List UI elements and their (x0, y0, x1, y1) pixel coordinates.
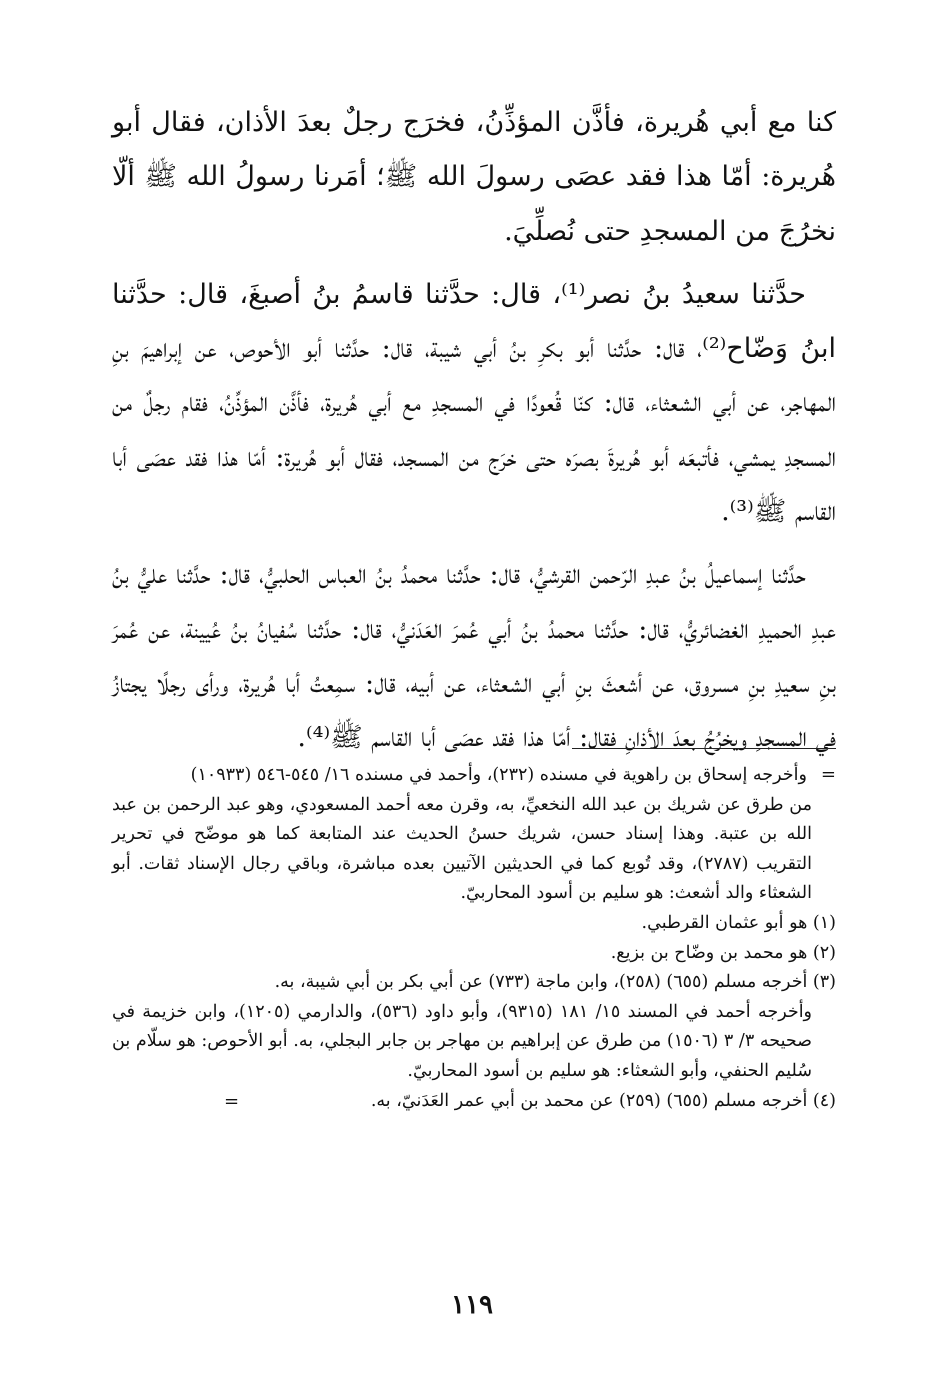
footnotes (112, 760, 836, 1116)
footnote-3: (٣) أخرجه مسلم (٦٥٥) (٢٥٨)، وابن ماجة (٧٣٣) عن أبي بكر بن أبي شيبة، به. (274, 972, 836, 993)
footnote-2: (٢) هو محمد بن وضّاح بن بزيع. (610, 942, 836, 963)
footnote-continued (112, 760, 836, 791)
footnote-continued-line1: وأخرجه إسحاق بن راهوية في مسنده (٢٣٢)، وأحمد في مسنده ١٦/ ٥٤٥-٥٤٦ (١٠٩٣٣) (190, 765, 807, 785)
footnote-4-text: (٤) أخرجه مسلم (٦٥٥) (٢٥٩) عن محمد بن أبي عمر العَدَنيّ، به. (370, 1090, 836, 1111)
continued-marker: = (820, 764, 836, 785)
continues-marker: = (224, 1090, 240, 1112)
paragraph-2: حدَّثنا سعيدُ بنُ نصر⁽¹⁾، قال: حدَّثنا قاسمُ بنُ أصبغَ، قال: حدَّثنا ابنُ وَضّاح⁽²⁾، قال: حدَّثنا أبو بكرِ بنُ أبي شيبة، قال: حدَّثنا أبو الأحوص، عن إبراهيمَ بنِ المهاجر، عن أبي الشعثاء، قال: كنّا قُعودًا في المسجدِ مع أبي هُريرة، فأذَّن المؤذِّنُ، فقام رجلٌ من المسجدِ يمشي، فأتبعَه أبو هُريرةَ بصرَه حتى خرَج من المسجد، فقال أبو هُريرة: أمّا هذا فقد عصَى أبا القاسم ﷺ⁽³⁾. (112, 278, 837, 528)
footnote-4 (112, 1087, 836, 1117)
paragraph-3: حدَّثنا إسماعيلُ بنُ عبدِ الرّحمن القرشيُّ، قال: حدَّثنا محمدُ بنُ العباس الحلبيُّ، قال: حدَّثنا عليُّ بنُ عبدِ الحميدِ الغضائريُّ، قال: حدَّثنا محمدُ بنُ أبي عُمرَ العَدَنيُّ، قال: حدَّثنا سُفيانُ بنُ عُيينة، عن عُمرَ بنِ سعيدِ بنِ مسروق، عن أشعثَ بنِ أبي الشعثاء، عن أبيه، قال: سمِعتُ أبا هُريرة، ورأى رجلًا يجتازُ في المسجدِ ويخرُجُ بعدَ الأذانِ فقال: أمّا هذا فقد عصَى أبا القاسم ﷺ⁽⁴⁾. (112, 559, 836, 754)
paragraph-1: كنا مع أبي هُريرة، فأذَّن المؤذِّنُ، فخرَج رجلٌ بعدَ الأذان، فقال أبو هُريرة: أمّا هذا فقد عصَى رسولَ الله ﷺ؛ أمَرنا رسولُ الله ﷺ ألّا نخرُجَ من المسجدِ حتى نُصلِّيَ. (112, 107, 836, 247)
footnote-1: (١) هو أبو عثمان القرطبي. (641, 912, 836, 933)
footnote-continued-body: من طرق عن شريك بن عبد الله النخعيِّ، به، وقرن معه أحمد المسعودي، وهو عبد الرحمن بن عبد الله بن عتبة. وهذا إسناد حسن، شريك حسنُ الحديث عند المتابعة كما هو موضّح في تحرير التقريب (٢٧٨٧)، وقد تُوبع كما في الحديثين الآتيين بعده مباشرة، وباقي رجال الإسناد ثقات. أبو الشعثاء والد أشعث: هو سليم بن أسود المحاربيّ. (112, 794, 812, 904)
footnote-3-continued: وأخرجه أحمد في المسند ١٥/ ١٨١ (٩٣١٥)، وأبو داود (٥٣٦)، والدارمي (١٢٠٥)، وابن خزيمة في صحيحه ٣/ ٣ (١٥٠٦) من طرق عن إبراهيم بن مهاجر بن جابر البجلي، به. أبو الأحوص: هو سلّام بن سُليم الحنفي، وأبو الشعثاء: هو سليم بن أسود المحاربيّ. (112, 1001, 813, 1081)
footnote-separator (572, 748, 836, 749)
page-number: ١١٩ (451, 1290, 493, 1320)
main-text (112, 96, 836, 775)
